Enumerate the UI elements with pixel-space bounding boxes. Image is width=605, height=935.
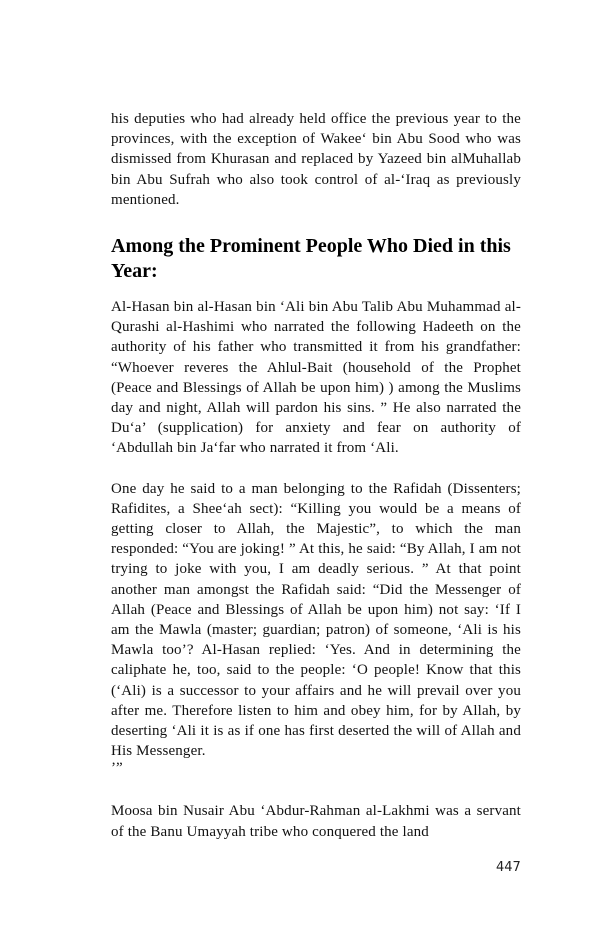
section-heading: Among the Prominent People Who Died in this Year: (111, 235, 511, 283)
closing-quote: ’” (111, 760, 123, 777)
paragraph-moosa: Moosa bin Nusair Abu ‘Abdur-Rahman al-Lakhmi was a servant of the Banu Umayyah tribe who conquered the land (111, 803, 521, 840)
paragraph-rafidah: One day he said to a man belonging to the Rafidah (Dissenters; Rafidites, a Shee‘ah sect): “Killing you would be a means of getting closer to Allah, the Majestic”, to which the man responded: “You are joking! ” At this, he said: “By Allah, I am not trying to joke with you, I am deadly serious. ” At that point another man amongst the Rafidah said: “Did the Messenger of Allah (Peace and Blessings of Allah be upon him) not say: ‘If I am the Mawla (master; guardian; patron) of someone, ‘Ali is his Mawla too’? Al-Hasan replied: ‘Yes. And in determining the caliphate he, too, said to the people: ‘O people! Know that this (‘Ali) is a successor to your affairs and he will prevail over you after me. Therefore listen to him and obey him, for by Allah, by deserting ‘Ali it is as if one has first deserted the will of Allah and His Messenger. (111, 480, 521, 760)
page-number: 447 (496, 860, 521, 875)
intro-paragraph: his deputies who had already held office the previous year to the provinces, with the exception of Wakee‘ bin Abu Sood who was dismissed from Khurasan and replaced by Yazeed bin alMuhallab bin Abu Sufrah who also took control of al-‘Iraq as previously mentioned. (111, 111, 521, 208)
document-page (111, 109, 521, 842)
paragraph-al-hasan: Al-Hasan bin al-Hasan bin ‘Ali bin Abu Talib Abu Muhammad al-Qurashi al-Hashimi who narrated the following Hadeeth on the authority of his father who transmitted it from his grandfather: “Whoever reveres the Ahlul-Bait (household of the Prophet (Peace and Blessings of Allah be upon him) ) among the Muslims day and night, Allah will pardon his sins. ” He also narrated the Du‘a’ (supplication) for anxiety and fear on authority of ‘Abdullah bin Ja‘far who narrated it from ‘Ali. (111, 299, 521, 457)
